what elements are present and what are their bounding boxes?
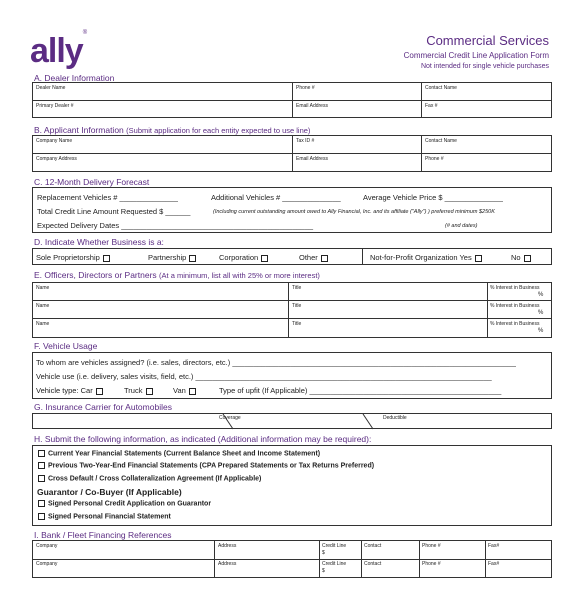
insurance-box	[32, 413, 552, 429]
vehicle-type-truck[interactable]: Truck	[124, 386, 154, 395]
percent-sign: %	[538, 292, 544, 298]
dealer-contact-field[interactable]: Contact Name	[425, 85, 457, 91]
officer-interest-label: % Interest in Business	[490, 285, 540, 291]
section-c-title: C. 12-Month Delivery Forecast	[34, 177, 150, 187]
ally-logo: ally®	[30, 29, 87, 70]
officer-title-field[interactable]: Title	[292, 285, 302, 291]
officer-name-field[interactable]: Name	[36, 321, 50, 327]
option-corporation[interactable]: Corporation	[219, 253, 269, 262]
bank-references-box	[32, 540, 552, 578]
company-address-field[interactable]: Company Address	[36, 156, 77, 162]
currency-sign: $	[322, 550, 325, 556]
submit-item[interactable]: Cross Default / Cross Collateralization Agreement (If Applicable)	[37, 475, 261, 482]
officer-title-field[interactable]: Title	[292, 303, 302, 309]
form-title: Commercial Services	[426, 33, 549, 48]
bank-company-field[interactable]: Company	[36, 561, 58, 567]
checkbox-icon[interactable]	[321, 255, 328, 262]
section-b-title: B. Applicant Information (Submit application for each entity expected to use line)	[34, 125, 311, 135]
section-i-title: I. Bank / Fleet Financing References	[34, 530, 172, 540]
applicant-info-box	[32, 135, 552, 172]
bank-fax-field[interactable]: Fax#	[488, 543, 500, 549]
coverage-field[interactable]: Coverage	[219, 415, 241, 421]
form-note: Not intended for single vehicle purchases	[420, 63, 549, 70]
option-not-for-profit-no[interactable]: No	[511, 253, 532, 262]
applicant-email-field[interactable]: Email Address	[296, 156, 328, 162]
officer-interest-label: % Interest in Business	[490, 303, 540, 309]
checkbox-icon[interactable]	[189, 255, 196, 262]
percent-sign: %	[538, 328, 544, 334]
vehicle-use-field[interactable]: Vehicle use (i.e. delivery, sales visits, field, etc.) _______________________________________________________________________	[36, 372, 492, 381]
checkbox-icon[interactable]	[524, 255, 531, 262]
insurance-dividers	[33, 414, 553, 430]
additional-vehicles-field[interactable]: Additional Vehicles # ______________	[211, 193, 341, 202]
replacement-vehicles-field[interactable]: Replacement Vehicles # ______________	[37, 193, 178, 202]
bank-credit-line-field[interactable]: Credit Line	[322, 543, 347, 549]
credit-line-note: (Including current outstanding amount owed to Ally Financial, Inc. and its affiliate ("Ally") ) preferred minimum $250K	[213, 209, 495, 215]
bank-fax-field[interactable]: Fax#	[488, 561, 500, 567]
checkbox-icon[interactable]	[96, 388, 103, 395]
guarantor-item[interactable]: Signed Personal Credit Application on Guarantor	[37, 500, 211, 507]
checkbox-icon[interactable]	[38, 500, 45, 507]
guarantor-item[interactable]: Signed Personal Financial Statement	[37, 513, 171, 520]
section-f-title: F. Vehicle Usage	[34, 341, 98, 351]
section-h-title: H. Submit the following information, as indicated (Additional information may be required):	[34, 434, 372, 444]
form-subtitle: Commercial Credit Line Application Form	[403, 51, 549, 60]
section-g-title: G. Insurance Carrier for Automobiles	[34, 402, 172, 412]
guarantor-heading: Guarantor / Co-Buyer (If Applicable)	[37, 487, 182, 497]
deductible-field[interactable]: Deductible	[383, 415, 407, 421]
vehicle-usage-box	[32, 352, 552, 399]
checkbox-icon[interactable]	[38, 462, 45, 469]
officer-name-field[interactable]: Name	[36, 285, 50, 291]
submit-item[interactable]: Current Year Financial Statements (Current Balance Sheet and Income Statement)	[37, 450, 320, 457]
dealer-email-field[interactable]: Email Address	[296, 103, 328, 109]
upfit-type-field[interactable]: Type of upfit (If Applicable) ______________________________________________	[219, 386, 502, 395]
option-not-for-profit-yes[interactable]: Not-for-Profit Organization Yes	[370, 253, 483, 262]
bank-phone-field[interactable]: Phone #	[422, 561, 441, 567]
section-a-title: A. Dealer Information	[34, 73, 115, 83]
option-other[interactable]: Other	[299, 253, 329, 262]
checkbox-icon[interactable]	[475, 255, 482, 262]
applicant-contact-field[interactable]: Contact Name	[425, 138, 457, 144]
bank-credit-line-field[interactable]: Credit Line	[322, 561, 347, 567]
dealer-phone-field[interactable]: Phone #	[296, 85, 315, 91]
option-partnership[interactable]: Partnership	[148, 253, 197, 262]
checkbox-icon[interactable]	[103, 255, 110, 262]
credit-line-amount-field[interactable]: Total Credit Line Amount Requested $ ______	[37, 207, 191, 216]
vehicles-assigned-field[interactable]: To whom are vehicles assigned? (i.e. sales, directors, etc.) ____________________________________________________________________	[36, 358, 516, 367]
delivery-dates-note: (# and dates)	[445, 223, 478, 229]
section-e-title: E. Officers, Directors or Partners (At a minimum, list all with 25% or more interest)	[34, 270, 320, 280]
dealer-name-field[interactable]: Dealer Name	[36, 85, 66, 91]
dealer-fax-field[interactable]: Fax #	[425, 103, 438, 109]
primary-dealer-field[interactable]: Primary Dealer #	[36, 103, 74, 109]
officer-interest-label: % Interest in Business	[490, 321, 540, 327]
average-price-field[interactable]: Average Vehicle Price $ ______________	[363, 193, 503, 202]
bank-contact-field[interactable]: Contact	[364, 543, 382, 549]
bank-contact-field[interactable]: Contact	[364, 561, 382, 567]
bank-address-field[interactable]: Address	[218, 561, 237, 567]
delivery-dates-field[interactable]: Expected Delivery Dates ______________________________________________	[37, 221, 314, 230]
dealer-info-box	[32, 82, 552, 118]
officer-title-field[interactable]: Title	[292, 321, 302, 327]
currency-sign: $	[322, 568, 325, 574]
checkbox-icon[interactable]	[261, 255, 268, 262]
business-type-box	[32, 248, 552, 265]
submit-box	[32, 445, 552, 526]
applicant-phone-field[interactable]: Phone #	[425, 156, 444, 162]
checkbox-icon[interactable]	[38, 475, 45, 482]
submit-item[interactable]: Previous Two-Year-End Financial Statements (CPA Prepared Statements or Tax Returns Preferred)	[37, 462, 374, 469]
checkbox-icon[interactable]	[189, 388, 196, 395]
checkbox-icon[interactable]	[38, 450, 45, 457]
vehicle-type-van[interactable]: Van	[173, 386, 197, 395]
checkbox-icon[interactable]	[146, 388, 153, 395]
vehicle-type-car[interactable]: Vehicle type: Car	[36, 386, 104, 395]
officers-box	[32, 282, 552, 338]
officer-name-field[interactable]: Name	[36, 303, 50, 309]
checkbox-icon[interactable]	[38, 513, 45, 520]
percent-sign: %	[538, 310, 544, 316]
tax-id-field[interactable]: Tax ID #	[296, 138, 315, 144]
option-sole-proprietorship[interactable]: Sole Proprietorship	[36, 253, 111, 262]
company-name-field[interactable]: Company Name	[36, 138, 73, 144]
forecast-box	[32, 187, 552, 233]
bank-phone-field[interactable]: Phone #	[422, 543, 441, 549]
bank-company-field[interactable]: Company	[36, 543, 58, 549]
bank-address-field[interactable]: Address	[218, 543, 237, 549]
section-d-title: D. Indicate Whether Business is a:	[34, 237, 164, 247]
